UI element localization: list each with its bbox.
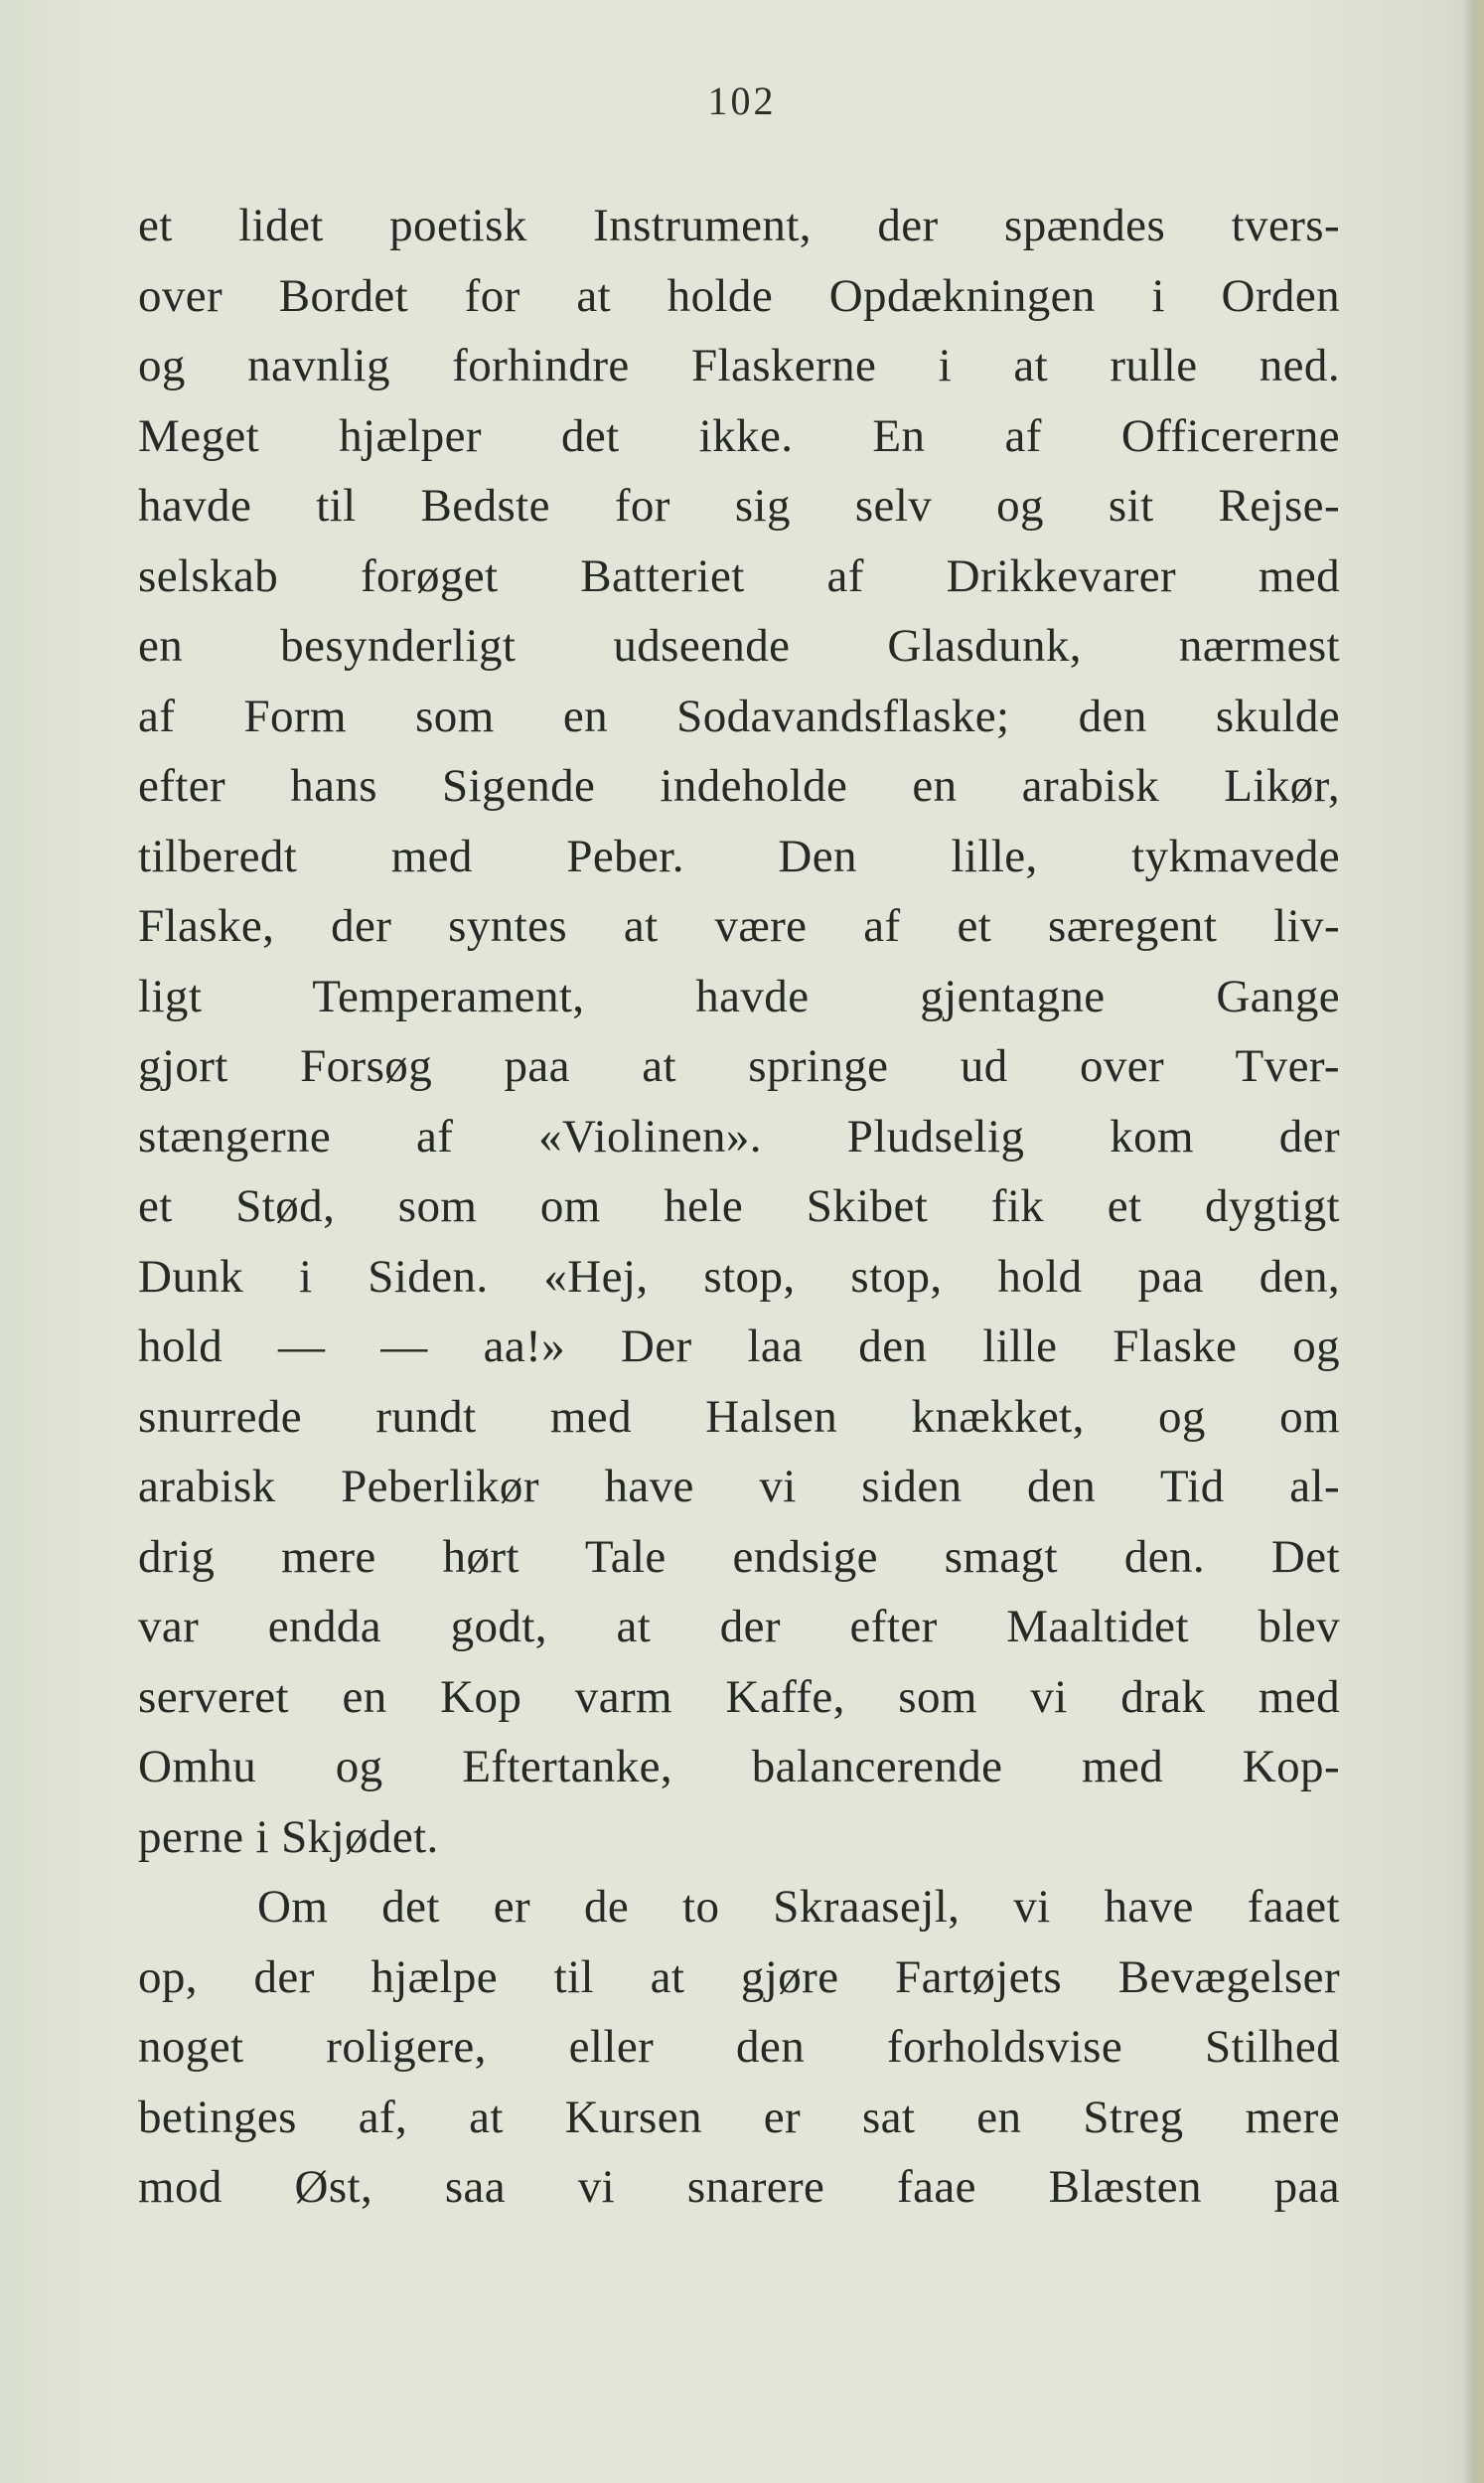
text-line: hold — — aa!» Der laa den lille Flaske og: [138, 1320, 1340, 1372]
text-line: arabisk Peberlikør have vi siden den Tid al-: [138, 1461, 1340, 1512]
body-text: [138, 191, 1340, 2223]
text-line: Flaske, der syntes at være af et særegent liv-: [138, 900, 1340, 952]
text-line: tilberedt med Peber. Den lille, tykmavede: [138, 830, 1340, 882]
text-line: gjort Forsøg paa at springe ud over Tver-: [138, 1040, 1340, 1092]
text-line: Dunk i Siden. «Hej, stop, stop, hold paa den,: [138, 1250, 1340, 1303]
page-number: 102: [707, 78, 777, 123]
paragraph-start-line: Om det er de to Skraasejl, vi have faaet: [257, 1881, 1340, 1933]
page-edge-shadow: [1462, 0, 1484, 2483]
text-line: havde til Bedste for sig selv og sit Rejse-: [138, 480, 1340, 532]
text-line: ligt Temperament, havde gjentagne Gange: [138, 970, 1340, 1022]
text-line: og navnlig forhindre Flaskerne i at rulle ned.: [138, 340, 1340, 391]
text-line: var endda godt, at der efter Maaltidet blev: [138, 1601, 1340, 1652]
text-line: efter hans Sigende indeholde en arabisk Likør,: [138, 760, 1340, 812]
text-line: en besynderligt udseende Glasdunk, nærmest: [138, 620, 1340, 672]
text-line: et Stød, som om hele Skibet fik et dygtigt: [138, 1180, 1340, 1232]
text-line: op, der hjælpe til at gjøre Fartøjets Bevægelser: [138, 1950, 1340, 2003]
text-line: mod Øst, saa vi snarere faae Blæsten paa: [138, 2161, 1340, 2213]
text-line: snurrede rundt med Halsen knækket, og om: [138, 1390, 1340, 1443]
text-line: noget roligere, eller den forholdsvise Stilhed: [138, 2021, 1340, 2073]
text-line: drig mere hørt Tale endsige smagt den. Det: [138, 1530, 1340, 1583]
text-line: af Form som en Sodavandsflaske; den skulde: [138, 690, 1340, 742]
paragraph-end-line: perne i Skjødet.: [138, 1810, 439, 1863]
text-line: betinges af, at Kursen er sat en Streg mere: [138, 2091, 1340, 2143]
text-line: serveret en Kop varm Kaffe, som vi drak med: [138, 1670, 1340, 1723]
text-line: Omhu og Eftertanke, balancerende med Kop-: [138, 1741, 1340, 1792]
text-line: stængerne af «Violinen». Pludselig kom der: [138, 1110, 1340, 1163]
text-line: Meget hjælper det ikke. En af Officererne: [138, 409, 1340, 462]
text-line: over Bordet for at holde Opdækningen i Orden: [138, 269, 1340, 322]
text-line: et lidet poetisk Instrument, der spændes tvers-: [138, 200, 1340, 251]
text-line: selskab forøget Batteriet af Drikkevarer med: [138, 549, 1340, 602]
